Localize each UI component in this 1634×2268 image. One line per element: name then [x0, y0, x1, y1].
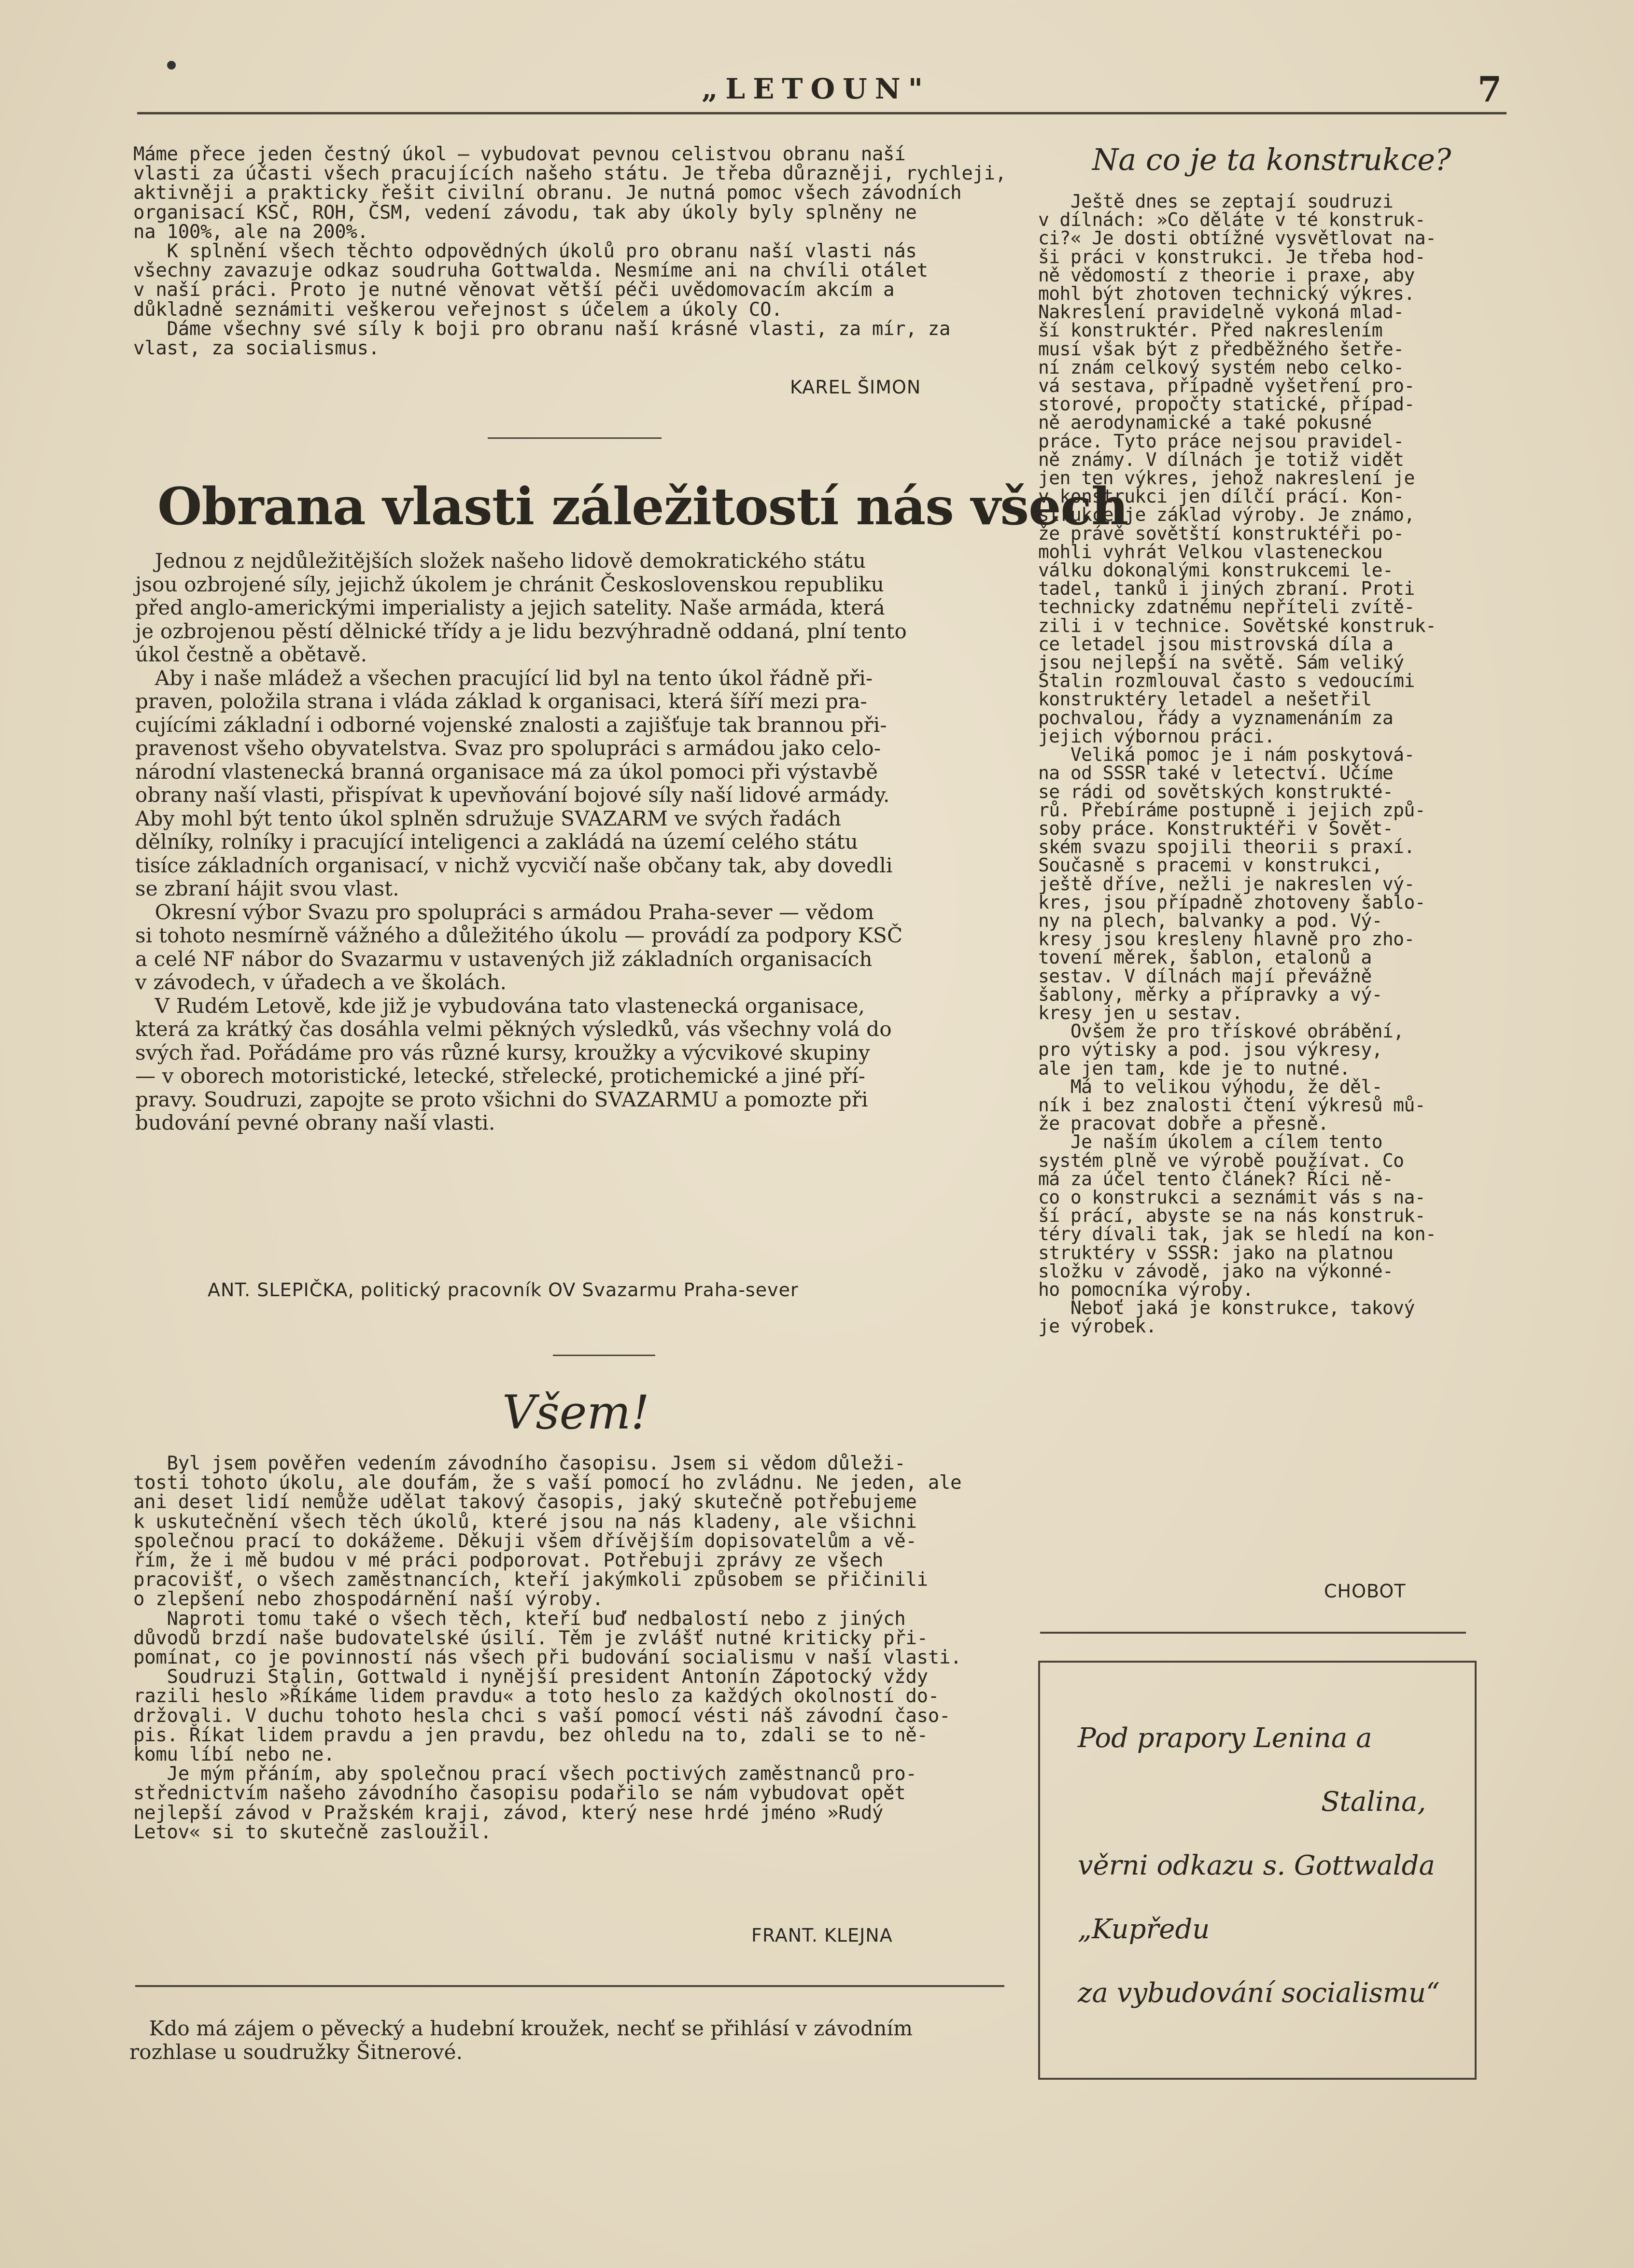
- text-line: Naproti tomu také o všech těch, kteří buď nedbalostí nebo z jiných: [133, 1608, 906, 1630]
- section-divider: [488, 437, 662, 439]
- text-line: tovení měrek, šablon, etalonů a: [1038, 947, 1372, 968]
- text-line: cujícími základní i odborné vojenské znalosti a zajišťuje tak brannou při-: [135, 713, 887, 737]
- text-line: práce. Tyto práce nejsou pravidel-: [1038, 430, 1404, 452]
- text-line: Máme přece jeden čestný úkol — vybudovat pevnou celistvou obranu naší: [133, 143, 906, 165]
- header-rule: [137, 112, 1507, 114]
- text-line: tosti tohoto úkolu, ale doufám, že s vaší pomocí ho zvládnu. Ne jeden, ale: [133, 1472, 962, 1494]
- text-line: struktéry v SSSR: jako na platnou: [1038, 1242, 1394, 1263]
- text-line: Nakreslení pravidelně vykoná mlad-: [1038, 301, 1404, 323]
- text-line: má za účel tento článek? Říci ně-: [1038, 1168, 1394, 1190]
- text-line: Aby i naše mládež a všechen pracující lid byl na tento úkol řádně při-: [135, 666, 873, 690]
- text-line: pomínat, co je povinností nás všech při budování socialismu v naší vlasti.: [133, 1647, 962, 1669]
- text-line: v dílnách: »Co děláte v té konstruk-: [1038, 209, 1426, 231]
- text-line: strukce je základ výroby. Je známo,: [1038, 504, 1415, 526]
- text-line: téry dívali tak, jak se hledí na kon-: [1038, 1223, 1437, 1245]
- text-line: vlast, za socialismus.: [133, 337, 380, 360]
- text-line: řím, že i mě budou v mé práci podporovat. Potřebuji zprávy ze všech: [133, 1550, 884, 1572]
- box-top-rule: [1040, 1632, 1466, 1634]
- text-line: v naší práci. Proto je nutné věnovat větší péči uvědomovacím akcím a: [133, 279, 895, 301]
- slogan-line-4: „Kupředu: [1078, 1914, 1210, 1945]
- text-line: ale jen tam, kde je to nutné.: [1038, 1057, 1351, 1079]
- text-line: držovali. V duchu tohoto hesla chci s vaší pomocí vésti náš závodní časo-: [133, 1705, 951, 1727]
- text-line: technicky zdatnému nepříteli zvítě-: [1038, 596, 1415, 618]
- text-line: důvodů brzdí naše budovatelské úsilí. Těm je zvlášť nutné kriticky při-: [133, 1627, 928, 1649]
- text-line: K splnění všech těchto odpovědných úkolů pro obranu naší vlasti nás: [133, 240, 917, 263]
- text-line: budování pevné obrany naší vlasti.: [135, 1111, 495, 1134]
- text-line: tadel, tanků i jiných zbraní. Proti: [1038, 578, 1415, 600]
- article-defense: [135, 549, 1009, 1301]
- text-line: V Rudém Letově, kde již je vybudována tato vlastenecká organisace,: [135, 994, 865, 1018]
- text-line: Je mým přáním, aby společnou prací všech poctivých zaměstnanců pro-: [133, 1763, 917, 1785]
- text-line: Stalin rozmlouval často s vedoucími: [1038, 670, 1415, 692]
- text-line: úkol čestně a obětavě.: [135, 643, 367, 666]
- text-line: k uskutečnění všech těch úkolů, které jsou na nás kladeny, ale všichni: [133, 1511, 917, 1533]
- article-civil-defense-author: KAREL ŠIMON: [790, 377, 921, 398]
- text-line: ci?« Je dosti obtížné vysvětlovat na-: [1038, 227, 1437, 249]
- text-line: Jednou z nejdůležitějších složek našeho lidově demokratického státu: [135, 549, 866, 573]
- text-line: ještě dříve, nežli je nakreslen vý-: [1038, 873, 1415, 895]
- text-line: je ozbrojenou pěstí dělnické třídy a je lidu bezvýhradně oddaná, plní tento: [135, 619, 907, 643]
- text-line: válku dokonalými konstrukcemi le-: [1038, 560, 1394, 581]
- text-line: Veliká pomoc je i nám poskytová-: [1038, 744, 1415, 766]
- text-line: obrany naší vlasti, přispívat k upevňování bojové síly naší lidové armády.: [135, 783, 890, 807]
- text-line: Ovšem že pro třískové obrábění,: [1038, 1021, 1404, 1042]
- text-line: v konstrukci jen dílčí prácí. Kon-: [1038, 486, 1404, 507]
- text-line: rozhlase u soudružky Šitnerové.: [129, 2040, 463, 2064]
- text-line: Neboť jaká je konstrukce, takový: [1038, 1297, 1415, 1319]
- text-line: jejich výbornou práci.: [1038, 725, 1275, 747]
- text-line: si tohoto nesmírně vážného a důležitého úkolu — provádí za podpory KSČ: [135, 924, 903, 947]
- text-line: mohl být zhotoven technický výkres.: [1038, 283, 1415, 305]
- text-line: ši práci v konstrukci. Je třeba hod-: [1038, 246, 1426, 267]
- text-line: systém plně ve výrobě používat. Co: [1038, 1149, 1404, 1171]
- page-number: 7: [1478, 69, 1502, 110]
- text-line: ší konstruktér. Před nakreslením: [1038, 320, 1382, 341]
- text-line: kresy jen u sestav.: [1038, 1002, 1243, 1023]
- article-civil-defense-body: [133, 145, 1007, 358]
- text-line: na od SSSR také v letectví. Učíme: [1038, 762, 1394, 784]
- text-line: ho pomocníka výroby.: [1038, 1278, 1254, 1300]
- text-line: národní vlastenecká branná organisace má za úkol pomoci při výstavbě: [135, 759, 878, 784]
- text-line: zili i v technice. Sovětské konstruk-: [1038, 615, 1437, 636]
- article-defense-author: ANT. SLEPIČKA, politický pracovník OV Svazarmu Praha-sever: [208, 1279, 799, 1301]
- text-line: ní znám celkový systém nebo celko-: [1038, 356, 1404, 378]
- text-line: organisací KSČ, ROH, ČSM, vedení závodu, tak aby úkoly byly splněny ne: [133, 201, 917, 224]
- text-line: šablony, měrky a přípravky a vý-: [1038, 983, 1382, 1005]
- text-line: kresy jsou kresleny hlavně pro zho-: [1038, 928, 1415, 950]
- text-line: vlasti za účasti všech pracujících našeho státu. Je třeba důrazněji, rychleji,: [133, 163, 1007, 185]
- text-line: společnou prací to dokážeme. Děkuji všem dřívějším dopisovatelům a vě-: [133, 1530, 917, 1552]
- text-line: pro výtisky a pod. jsou výkresy,: [1038, 1039, 1382, 1061]
- article-everyone: [133, 1453, 1007, 1946]
- text-line: co o konstrukci a seznámit vás s na-: [1038, 1186, 1426, 1208]
- text-line: konstruktéry letadel a nešetřil: [1038, 688, 1372, 710]
- text-line: pis. Říkat lidem pravdu a jen pravdu, bez ohledu na to, zdali se to ně-: [133, 1724, 928, 1746]
- text-line: kres, jsou případně zhotoveny šablo-: [1038, 891, 1426, 913]
- text-line: a celé NF nábor do Svazarmu v ustavených již základních organisacích: [135, 947, 873, 971]
- text-line: před anglo-americkými imperialisty a jejich satelity. Naše armáda, která: [135, 596, 885, 619]
- text-line: Okresní výbor Svazu pro spolupráci s armádou Praha-sever — vědom: [135, 900, 874, 924]
- article-construction-body: [1038, 192, 1473, 1336]
- text-line: Současně s pracemi v konstrukci,: [1038, 854, 1382, 876]
- text-line: Kdo má zájem o pěvecký a hudební kroužek, nechť se přihlásí v závodním: [129, 2016, 913, 2040]
- text-line: ny na plech, balvanky a pod. Vý-: [1038, 910, 1382, 931]
- article-everyone-headline: Všem!: [502, 1386, 650, 1440]
- text-line: ník i bez znalosti čtení výkresů mů-: [1038, 1094, 1426, 1116]
- text-line: tisíce základních organisací, v nichž vycvičí naše občany tak, aby dovedli: [135, 853, 893, 877]
- notice-body: [129, 2017, 1003, 2064]
- text-line: Soudruzi Stalin, Gottwald i nynější president Antonín Zápotocký vždy: [133, 1666, 928, 1688]
- text-line: ší prácí, abyste se na nás konstruk-: [1038, 1205, 1426, 1227]
- text-line: v závodech, v úřadech a ve školách.: [135, 970, 507, 994]
- text-line: se rádi od sovětských konstrukté-: [1038, 781, 1394, 802]
- notice-rule: [135, 1985, 1004, 1987]
- text-line: která za krátký čas dosáhla velmi pěkných výsledků, vás všechny volá do: [135, 1017, 892, 1041]
- section-divider: [553, 1355, 655, 1356]
- text-line: dělníky, rolníky i pracující inteligenci a zakládá na území celého státu: [135, 830, 859, 854]
- text-line: vá sestava, případně vyšetření pro-: [1038, 375, 1415, 397]
- text-line: ně vědomostí z theorie i praxe, aby: [1038, 264, 1415, 286]
- text-line: jen ten výkres, jehož nakreslení je: [1038, 467, 1415, 489]
- text-line: musí však být z předběžného šetře-: [1038, 338, 1404, 360]
- text-line: storové, propočty statické, případ-: [1038, 393, 1415, 415]
- article-defense-body: [135, 549, 1009, 1135]
- text-line: Aby mohl být tento úkol splněn sdružuje SVAZARM ve svých řadách: [135, 806, 842, 830]
- text-line: soby práce. Konstruktéři v Sovět-: [1038, 817, 1394, 839]
- text-line: svých řad. Pořádáme pro vás různé kursy, kroužky a výcvikové skupiny: [135, 1040, 870, 1064]
- article-construction-author: CHOBOT: [1324, 1581, 1406, 1602]
- text-line: komu líbí nebo ne.: [133, 1744, 335, 1766]
- text-line: Letov« si to skutečně zasloužil.: [133, 1821, 492, 1843]
- slogan-line-2: Stalina,: [1321, 1786, 1426, 1818]
- text-line: ce letadel jsou mistrovská díla a: [1038, 633, 1394, 655]
- text-line: Byl jsem pověřen vedením závodního časopisu. Jsem si vědom důleži-: [133, 1453, 906, 1474]
- text-line: aktivněji a prakticky řešit civilní obranu. Je nutná pomoc všech závodních: [133, 182, 962, 204]
- text-line: na 100%, ale na 200%.: [133, 221, 368, 243]
- text-line: nejlepší závod v Pražském kraji, závod, který nese hrdé jméno »Rudý: [133, 1802, 884, 1824]
- text-line: jsou nejlepší na světě. Sám veliký: [1038, 652, 1404, 673]
- text-line: se zbraní hájit svou vlast.: [135, 877, 399, 900]
- text-line: všechny zavazuje odkaz soudruha Gottwalda. Nesmíme ani na chvíli otálet: [133, 260, 928, 282]
- text-line: Je naším úkolem a cílem tento: [1038, 1131, 1382, 1153]
- article-defense-headline: Obrana vlasti záležitostí nás všech: [157, 476, 1128, 536]
- text-line: praven, položila strana i vláda základ k organisaci, která šíří mezi pra-: [135, 689, 867, 713]
- article-construction: [1038, 191, 1473, 1602]
- text-line: ně aerodynamické a také pokusné: [1038, 412, 1372, 434]
- article-everyone-body: [133, 1454, 1007, 1842]
- text-line: pravenost všeho obyvatelstva. Svaz pro spolupráci s armádou jako celo-: [135, 736, 881, 760]
- text-line: složku v závodě, jako na výkonné-: [1038, 1260, 1394, 1282]
- article-construction-headline: Na co je ta konstrukce?: [1092, 142, 1451, 177]
- slogan-line-3: věrni odkazu s. Gottwalda: [1078, 1850, 1435, 1881]
- text-line: ani deset lidí nemůže udělat takový časopis, jaký skutečně potřebujeme: [133, 1491, 917, 1513]
- article-civil-defense: [133, 143, 1007, 398]
- text-line: jsou ozbrojené síly, jejichž úkolem je chránit Československou republiku: [135, 572, 884, 596]
- text-line: pochvalou, řády a vyznamenáním za: [1038, 707, 1394, 728]
- masthead-title: „LETOUN": [702, 72, 930, 105]
- text-line: ském svazu spojili theorii s praxí.: [1038, 836, 1415, 858]
- text-line: Má to velikou výhodu, že děl-: [1038, 1076, 1382, 1097]
- notice: [129, 2017, 1003, 2064]
- text-line: Ještě dnes se zeptají soudruzi: [1038, 191, 1394, 212]
- text-line: důkladně seznámiti veškerou veřejnost s účelem a úkoly CO.: [133, 298, 783, 321]
- slogan-line-1: Pod prapory Lenina a: [1078, 1722, 1372, 1754]
- text-line: pravy. Soudruzi, zapojte se proto všichni do SVAZARMU a pomozte při: [135, 1087, 868, 1111]
- ink-dot: [167, 61, 176, 70]
- article-everyone-author: FRANT. KLEJNA: [751, 1925, 893, 1946]
- text-line: že právě sovětští konstruktéři po-: [1038, 522, 1404, 544]
- text-line: rů. Přebíráme postupně i jejich způ-: [1038, 799, 1426, 821]
- text-line: střednictvím našeho závodního časopisu podařilo se nám vybudovat opět: [133, 1782, 906, 1805]
- text-line: o zlepšení nebo zhospodárnění naší výroby.: [133, 1588, 604, 1610]
- text-line: mohli vyhrát Velkou vlasteneckou: [1038, 541, 1382, 562]
- text-line: je výrobek.: [1038, 1316, 1157, 1337]
- text-line: ně známy. V dílnách je totiž vidět: [1038, 448, 1404, 470]
- text-line: — v oborech motoristické, letecké, střelecké, protichemické a jiné pří-: [135, 1064, 865, 1088]
- text-line: sestav. V dílnách mají převážně: [1038, 965, 1372, 987]
- text-line: že pracovat dobře a přesně.: [1038, 1113, 1329, 1134]
- text-line: razili heslo »Říkáme lidem pravdu« a toto heslo za každých okolností do-: [133, 1685, 939, 1708]
- slogan-line-5: za vybudování socialismu“: [1078, 1977, 1440, 2009]
- text-line: Dáme všechny své síly k boji pro obranu naší krásné vlasti, za mír, za: [133, 318, 951, 340]
- text-line: pracovišť, o všech zaměstnancích, kteří jakýmkoli způsobem se přičinili: [133, 1569, 928, 1591]
